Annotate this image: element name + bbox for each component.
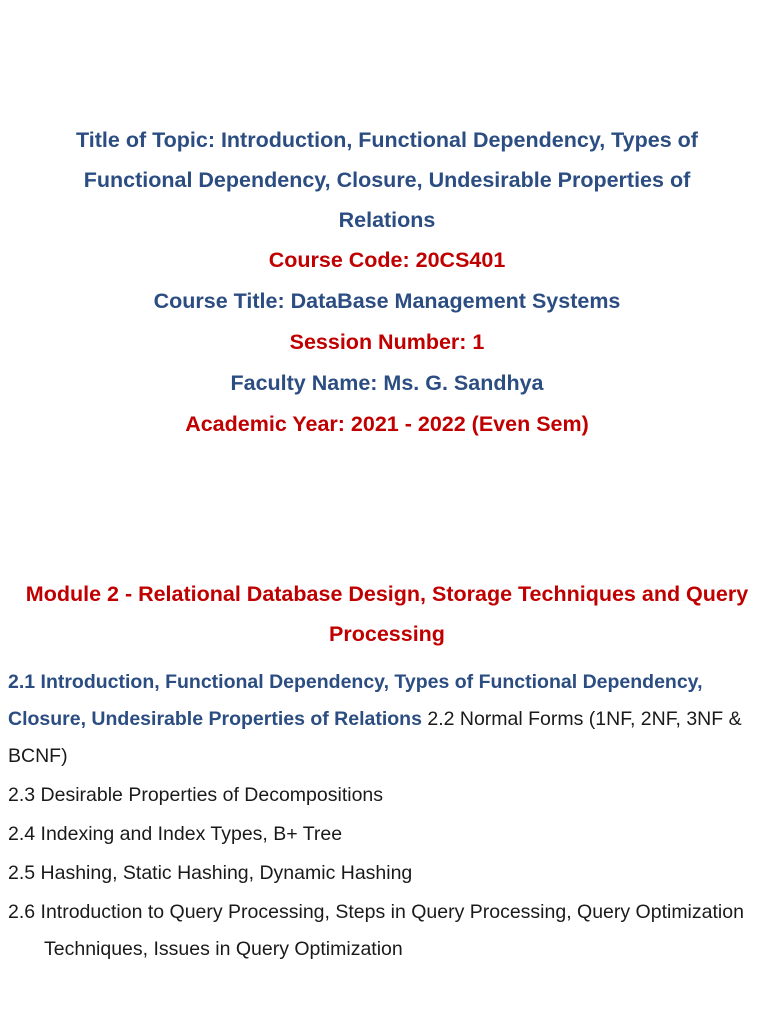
current-topic: 2.1 Introduction, Functional Dependency, Types of Functional Dependency, Closure, Undesirable Properties of Relations [8, 671, 703, 730]
academic-year: Academic Year: 2021 - 2022 (Even Sem) [185, 412, 589, 436]
topic-2-5: 2.5 Hashing, Static Hashing, Dynamic Hashing [8, 862, 413, 884]
module-heading: Module 2 - Relational Database Design, Storage Techniques and Query Processing [25, 582, 749, 646]
session-number: Session Number: 1 [289, 330, 485, 354]
module-section [20, 574, 754, 654]
topic-2-3: 2.3 Desirable Properties of Decompositions [8, 784, 384, 806]
topic-2-4: 2.4 Indexing and Index Types, B+ Tree [8, 823, 343, 845]
course-title: Course Title: DataBase Management Systems [153, 289, 621, 313]
topic-2-2: 2.2 Normal Forms (1NF, 2NF, 3NF & BCNF) [8, 708, 742, 767]
list-item [8, 664, 748, 775]
course-code: Course Code: 20CS401 [268, 248, 506, 272]
topic-2-6: 2.6 Introduction to Query Processing, Steps in Query Processing, Query Optimization Techniques, Issues in Query Optimization [8, 901, 744, 960]
faculty-name: Faculty Name: Ms. G. Sandhya [230, 371, 544, 395]
topic-title: Title of Topic: Introduction, Functional Dependency, Types of Functional Dependency, Closure, Undesirable Properties of Relations [76, 128, 698, 232]
session-header [40, 120, 734, 445]
topic-list [8, 664, 748, 968]
